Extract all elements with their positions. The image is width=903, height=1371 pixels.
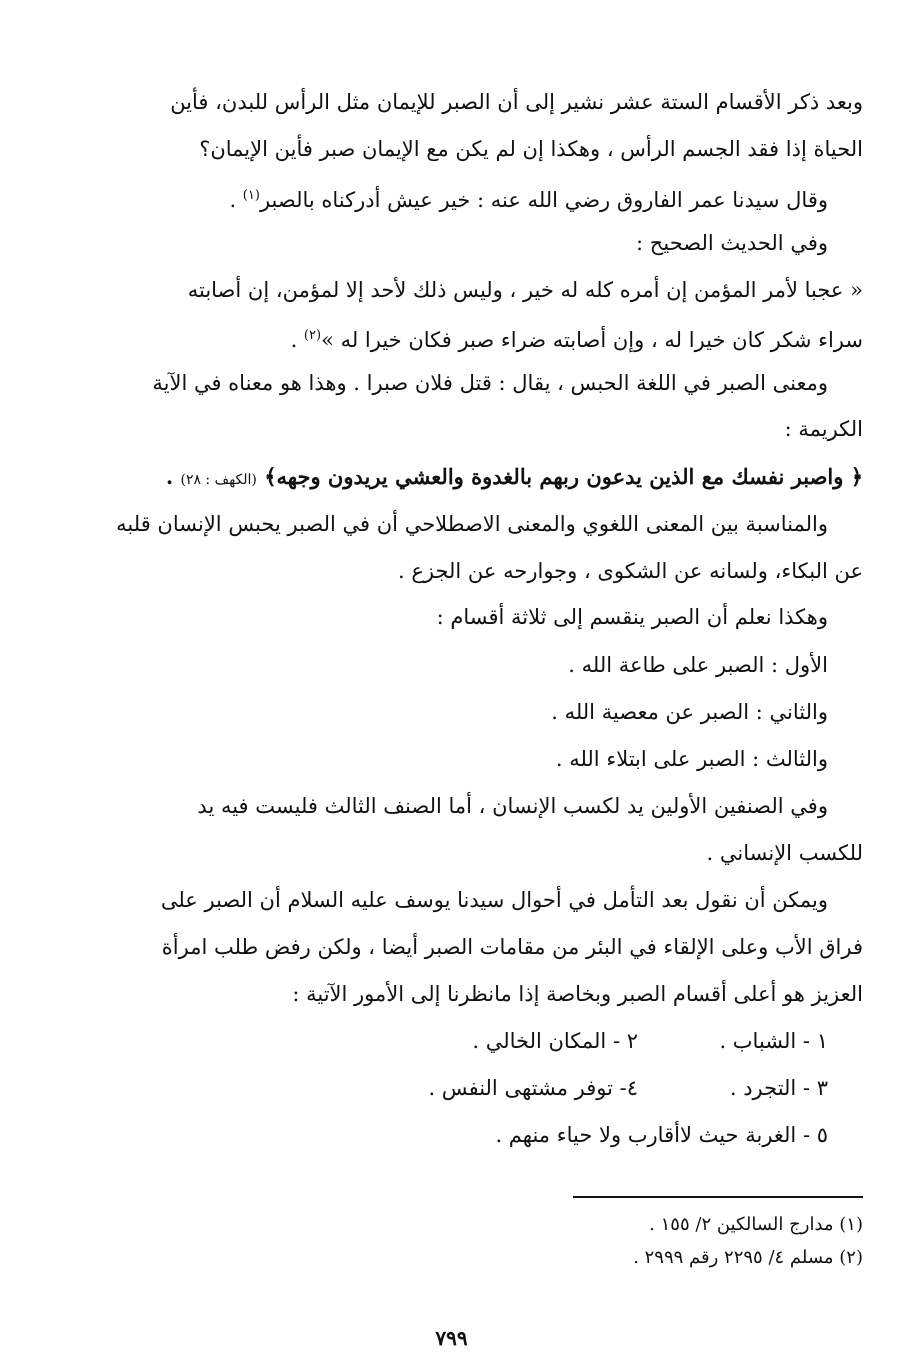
footnote-ref-2: (٢) [303, 328, 322, 343]
verse-reference: (الكهف : ٢٨) [180, 472, 257, 488]
item-1: ١ - الشباب . [719, 1029, 828, 1053]
item-4: ٤- توفر مشتهى النفس . [428, 1076, 638, 1100]
text-line-10: والمناسبة بين المعنى اللغوي والمعنى الاصطلاحي أن في الصبر يحبس الإنسان قلبه [116, 512, 828, 536]
text-line-12: وهكذا نعلم أن الصبر ينقسم إلى ثلاثة أقسام : [436, 605, 828, 629]
line-end: . [165, 464, 181, 489]
quran-verse [40, 462, 863, 495]
text-line-16: وفي الصنفين الأولين يد لكسب الإنسان ، أما الصنف الثالث فليست فيه يد [197, 794, 828, 818]
list-second: والثاني : الصبر عن معصية الله . [551, 700, 828, 724]
text-line-17: للكسب الإنساني . [706, 841, 863, 865]
footnote-2: (٢) مسلم ٤/ ٢٢٩٥ رقم ٢٩٩٩ . [633, 1247, 863, 1268]
page-number: ٧٩٩ [435, 1326, 468, 1350]
text-line-3 [40, 181, 828, 215]
list-third: والثالث : الصبر على ابتلاء الله . [555, 747, 828, 771]
text-line-20: العزيز هو أعلى أقسام الصبر وبخاصة إذا مانظرنا إلى الأمور الآتية : [292, 982, 863, 1006]
text-line-1: وبعد ذكر الأقسام الستة عشر نشير إلى أن الصبر للإيمان مثل الرأس للبدن، فأين [170, 90, 863, 114]
footnote-ref-1: (١) [242, 188, 260, 203]
verse-text: ﴿ واصبر نفسك مع الذين يدعون ربهم بالغدوة والعشي يريدون وجهه﴾ [264, 464, 863, 489]
text-line-7: ومعنى الصبر في اللغة الحبس ، يقال : قتل فلان صبرا . وهذا هو معناه في الآية [152, 371, 828, 395]
list-first: الأول : الصبر على طاعة الله . [568, 653, 828, 677]
item-5: ٥ - الغربة حيث لاأقارب ولا حياء منهم . [495, 1123, 828, 1147]
text-line-8: الكريمة : [784, 417, 863, 441]
text-line-19: فراق الأب وعلى الإلقاء في البئر من مقامات الصبر أيضا ، ولكن رفض طلب امرأة [161, 935, 863, 959]
item-2: ٢ - المكان الخالي . [472, 1029, 638, 1053]
footnote-1: (١) مدارج السالكين ٢/ ١٥٥ . [649, 1214, 863, 1235]
umar-quote: وقال سيدنا عمر الفاروق رضي الله عنه : خير عيش أدركناه بالصبر [259, 188, 828, 212]
hadith-heading: وفي الحديث الصحيح : [636, 231, 828, 255]
footnote-divider [573, 1196, 863, 1198]
line-end: . [229, 188, 243, 212]
hadith-line-2 [40, 321, 863, 355]
line-end: . [290, 328, 304, 352]
text-line-11: عن البكاء، ولسانه عن الشكوى ، وجوارحه عن الجزع . [397, 559, 863, 583]
item-3: ٣ - التجرد . [729, 1076, 828, 1100]
hadith-line-1: « عجبا لأمر المؤمن إن أمره كله له خير ، وليس ذلك لأحد إلا لمؤمن، إن أصابته [187, 278, 863, 302]
text-line-18: ويمكن أن نقول بعد التأمل في أحوال سيدنا يوسف عليه السلام أن الصبر على [160, 888, 828, 912]
text-line-2: الحياة إذا فقد الجسم الرأس ، وهكذا إن لم يكن مع الإيمان صبر فأين الإيمان؟ [199, 137, 863, 161]
hadith-text: سراء شكر كان خيرا له ، وإن أصابته ضراء صبر فكان خيرا له » [321, 328, 863, 352]
